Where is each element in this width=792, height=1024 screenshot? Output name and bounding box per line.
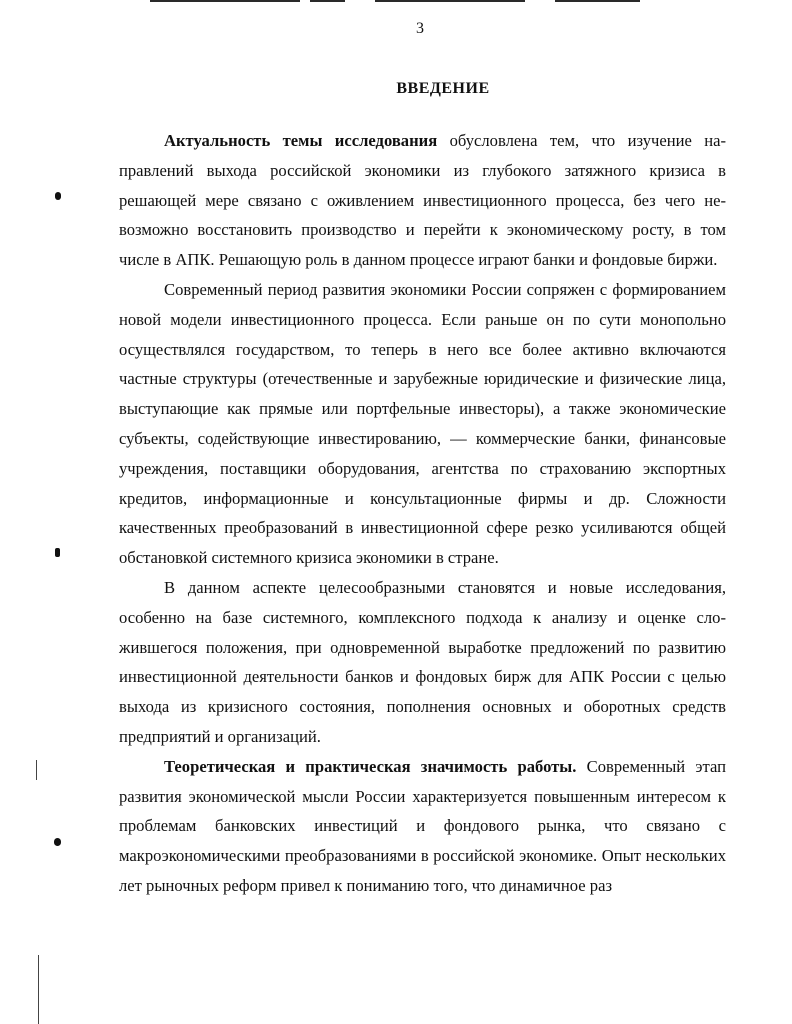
- page-title: ВВЕДЕНИЕ: [396, 80, 490, 97]
- paragraph-text: В данном аспекте целесообразными становятся и новые исследования, особенно на базе системного, комплексного подхода к анализу и оценке сложившегося положения, при одновременной выработке предложений по развитию инвестиционной деятельности банков и фондовых бирж для АПК России с целью выхода из кризисного состояния, пополнения основных и оборотных средств предприятий и организаций.: [119, 577, 726, 746]
- binding-hole-mark: [55, 548, 60, 557]
- margin-scan-line: [38, 955, 39, 1024]
- scan-edge-line: [310, 0, 345, 2]
- paragraph-relevance: [119, 126, 726, 275]
- body-text: [119, 126, 726, 901]
- paragraph-modern-period: [119, 275, 726, 573]
- paragraph-significance: [119, 752, 726, 901]
- paragraph-lead: Теоретическая и практическая значимость работы.: [164, 756, 577, 776]
- paragraph-aspect: [119, 573, 726, 752]
- binding-hole-mark: [55, 192, 61, 200]
- paragraph-text: обусловлена тем, что изучение направлений выхода российской экономики из глубокого затяжного кризиса в решающей мере связано с оживлением инвестиционного процесса, без чего невозможно восстановить производство и перейти к экономическому росту, в том числе в АПК. Решающую роль в данном процессе играют банки и фондовые биржи.: [119, 131, 726, 270]
- margin-scan-line: [36, 760, 37, 780]
- binding-hole-mark: [54, 838, 61, 846]
- paragraph-text: Современный этап развития экономической мысли России характеризуется повышенным интересом к проблемам банковских инвестиций и фондового рынка, что связано с макроэкономическими преобразованиями в российской экономике. Опыт нескольких лет рыночных реформ привел к пониманию того, что динамичное раз: [119, 756, 726, 895]
- scan-edge-line: [555, 0, 640, 2]
- paragraph-lead: Актуальность темы исследования: [164, 131, 438, 150]
- scan-edge-line: [150, 0, 300, 2]
- paragraph-text: Современный период развития экономики России сопряжен с формированием новой модели инвестиционного процесса. Если раньше он по сути монопольно осуществлялся государством, то теперь в него все более активно включаются частные структуры (отечественные и зарубежные юридические и физические лица, выступающие как прямые или портфельные инвесторы), а также экономические субъекты, содействующие инвестированию, — коммерческие банки, финансовые учреждения, поставщики оборудования, агентства по страхованию экспортных кредитов, информационные и консультационные фирмы и др. Сложности качественных преобразований в инвестиционной сфере резко усиливаются общей обстановкой системного кризиса экономики в стране.: [119, 279, 726, 568]
- scan-edge-line: [375, 0, 525, 2]
- page-number: 3: [416, 20, 424, 37]
